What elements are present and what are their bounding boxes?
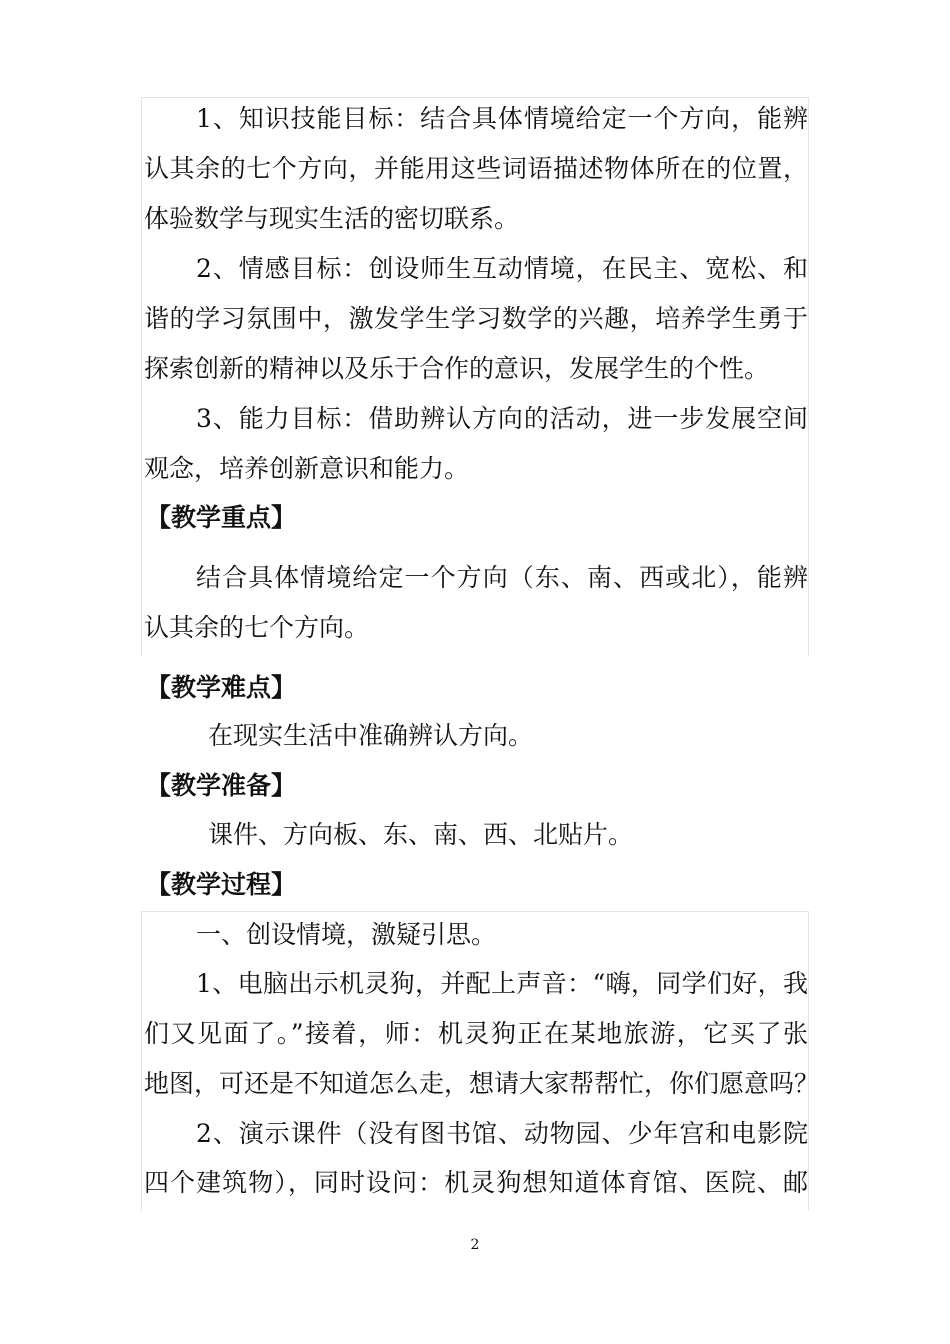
- preparation-heading: 【教学准备】: [146, 771, 297, 800]
- goal-1-line-1: 1、知识技能目标：结合具体情境给定一个方向，能辨: [196, 104, 808, 133]
- goal-1-line-3: 体验数学与现实生活的密切联系。: [144, 204, 520, 233]
- process-line-4: 地图，可还是不知道怎么走，想请大家帮帮忙，你们愿意吗？: [144, 1069, 820, 1098]
- preparation-text: 课件、方向板、东、南、西、北贴片。: [208, 820, 634, 849]
- key-point-line-2: 认其余的七个方向。: [144, 613, 370, 642]
- process-line-1: 一、创设情境，激疑引思。: [196, 920, 497, 949]
- process-line-5: 2、演示课件（没有图书馆、动物园、少年宫和电影院: [196, 1119, 808, 1148]
- content-frame-bottom: [141, 911, 820, 1211]
- difficulty-heading: 【教学难点】: [146, 673, 297, 702]
- key-point-heading: 【教学重点】: [146, 503, 297, 532]
- goal-1-line-2: 认其余的七个方向，并能用这些词语描述物体所在的位置，: [144, 154, 808, 183]
- process-line-2: 1、电脑出示机灵狗，并配上声音：“嗨，同学们好，我: [196, 969, 808, 998]
- goal-3-line-2: 观念，培养创新意识和能力。: [144, 454, 470, 483]
- page-number: 2: [470, 1237, 480, 1253]
- goal-2-line-1: 2、情感目标：创设师生互动情境，在民主、宽松、和: [196, 254, 808, 283]
- goal-2-line-3: 探索创新的精神以及乐于合作的意识，发展学生的个性。: [144, 354, 770, 383]
- process-line-6: 四个建筑物），同时设问：机灵狗想知道体育馆、医院、邮: [144, 1168, 808, 1197]
- key-point-line-1: 结合具体情境给定一个方向（东、南、西或北），能辨: [196, 563, 808, 592]
- goal-2-line-2: 谐的学习氛围中，激发学生学习数学的兴趣，培养学生勇于: [144, 304, 808, 333]
- difficulty-text: 在现实生活中准确辨认方向。: [208, 721, 534, 750]
- goal-3-line-1: 3、能力目标：借助辨认方向的活动，进一步发展空间: [196, 404, 808, 433]
- process-line-3: 们又见面了。”接着，师：机灵狗正在某地旅游，它买了张: [144, 1019, 808, 1048]
- process-heading: 【教学过程】: [146, 870, 297, 899]
